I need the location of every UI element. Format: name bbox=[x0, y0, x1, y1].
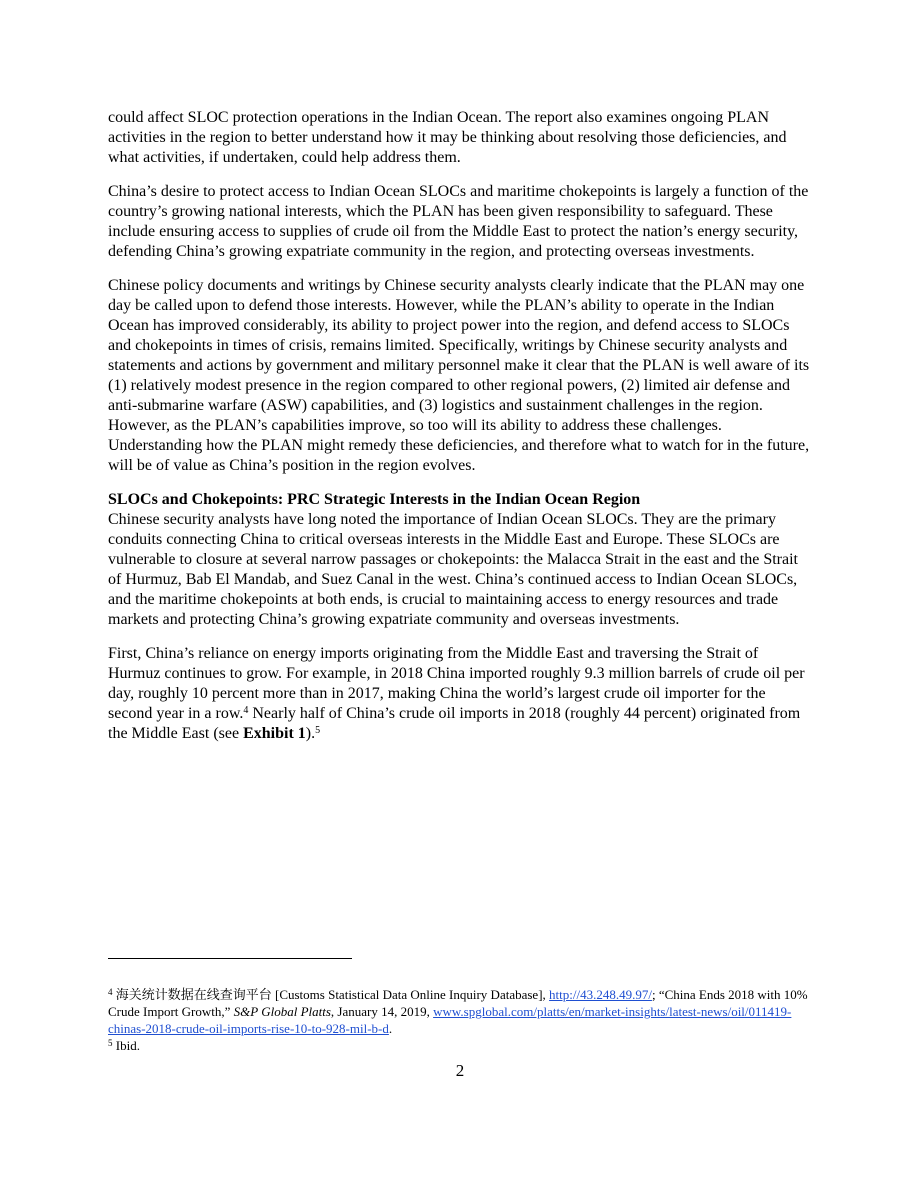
exhibit-reference: Exhibit 1 bbox=[243, 725, 306, 742]
page-number: 2 bbox=[455, 1061, 465, 1080]
footnote-5-number: 5 bbox=[108, 1038, 113, 1048]
footnote-4-text-2: ; “China Ends 2018 with 10% Crude Import Growth,” bbox=[108, 987, 808, 1019]
footnote-divider bbox=[108, 958, 352, 959]
footnote-4-number: 4 bbox=[108, 987, 113, 997]
footnote-4-text-3: , January 14, 2019, bbox=[330, 1004, 434, 1019]
footnote-ref-4[interactable]: 4 bbox=[243, 705, 249, 716]
footnote-4-link-customs-database[interactable]: http://43.248.49.97/ bbox=[549, 987, 652, 1002]
footnote-4-text-4: . bbox=[388, 1021, 393, 1036]
footnote-5 bbox=[108, 1037, 814, 1054]
footnote-4-source-title: S&P Global Platts bbox=[233, 1004, 331, 1019]
footnote-4-link-platts[interactable]: www.spglobal.com/platts/en/market-insights/latest-news/oil/011419-chinas-2018-crude-oil-imports-rise-10-to-928-mil-b-d bbox=[108, 1004, 792, 1036]
paragraph-3: Chinese policy documents and writings by Chinese security analysts clearly indicate that the PLAN may one day be called upon to defend those interests. However, while the PLAN’s ability to operate in the Indian Ocean has improved considerably, its ability to project power into the region, and defend access to SLOCs and chokepoints in times of crisis, remains limited. Specifically, writings by Chinese security analysts and statements and actions by government and military personnel make it clear that the PLAN is well aware of its (1) relatively modest presence in the region compared to other regional powers, (2) limited air defense and anti-submarine warfare (ASW) capabilities, and (3) logistics and sustainment challenges in the region. However, as the PLAN’s capabilities improve, so too will its ability to address these challenges. Understanding how the PLAN might remedy these deficiencies, and therefore what to watch for in the future, will be of value as China’s position in the region evolves. bbox=[108, 277, 810, 474]
footnote-ref-5[interactable]: 5 bbox=[315, 725, 321, 736]
footnotes bbox=[108, 986, 814, 1054]
paragraph-2: China’s desire to protect access to Indian Ocean SLOCs and maritime chokepoints is largely a function of the country’s growing national interests, which the PLAN has been given responsibility to safeguard. These include ensuring access to supplies of crude oil from the Middle East to protect the nation’s energy security, defending China’s growing expatriate community in the region, and protecting overseas investments. bbox=[108, 183, 809, 260]
footnote-4-text-1: 海关统计数据在线查询平台 [Customs Statistical Data Online Inquiry Database], bbox=[112, 987, 550, 1002]
paragraph-5-text-2: Nearly half of China’s crude oil imports in 2018 (roughly 44 percent) originated from the Middle East (see bbox=[108, 705, 801, 742]
document-body bbox=[108, 108, 814, 758]
paragraph-4: Chinese security analysts have long noted the importance of Indian Ocean SLOCs. They are the primary conduits connecting China to critical overseas interests in the Middle East and Europe. These SLOCs are vulnerable to closure at several narrow passages or chokepoints: the Malacca Strait in the east and the Strait of Hurmuz, Bab El Mandab, and Suez Canal in the west. China’s continued access to Indian Ocean SLOCs, and the maritime chokepoints at both ends, is crucial to maintaining access to energy resources and trade markets and protecting China’s growing expatriate community and overseas investments. bbox=[108, 511, 798, 628]
paragraph-1: could affect SLOC protection operations in the Indian Ocean. The report also examines ongoing PLAN activities in the region to better understand how it may be thinking about resolving those deficiencies, and what activities, if undertaken, could help address them. bbox=[108, 109, 787, 166]
section-heading: SLOCs and Chokepoints: PRC Strategic Interests in the Indian Ocean Region bbox=[108, 491, 641, 508]
paragraph-5 bbox=[108, 644, 814, 744]
footnote-5-text: Ibid. bbox=[112, 1038, 140, 1053]
paragraph-5-text-3: ). bbox=[305, 725, 316, 742]
footnote-4 bbox=[108, 986, 814, 1037]
paragraph-5-text-1: First, China’s reliance on energy imports originating from the Middle East and traversing the Strait of Hurmuz continues to grow. For example, in 2018 China imported roughly 9.3 million barrels of crude oil per day, roughly 10 percent more than in 2017, making China the world’s largest crude oil importer for the second year in a row. bbox=[108, 645, 805, 722]
